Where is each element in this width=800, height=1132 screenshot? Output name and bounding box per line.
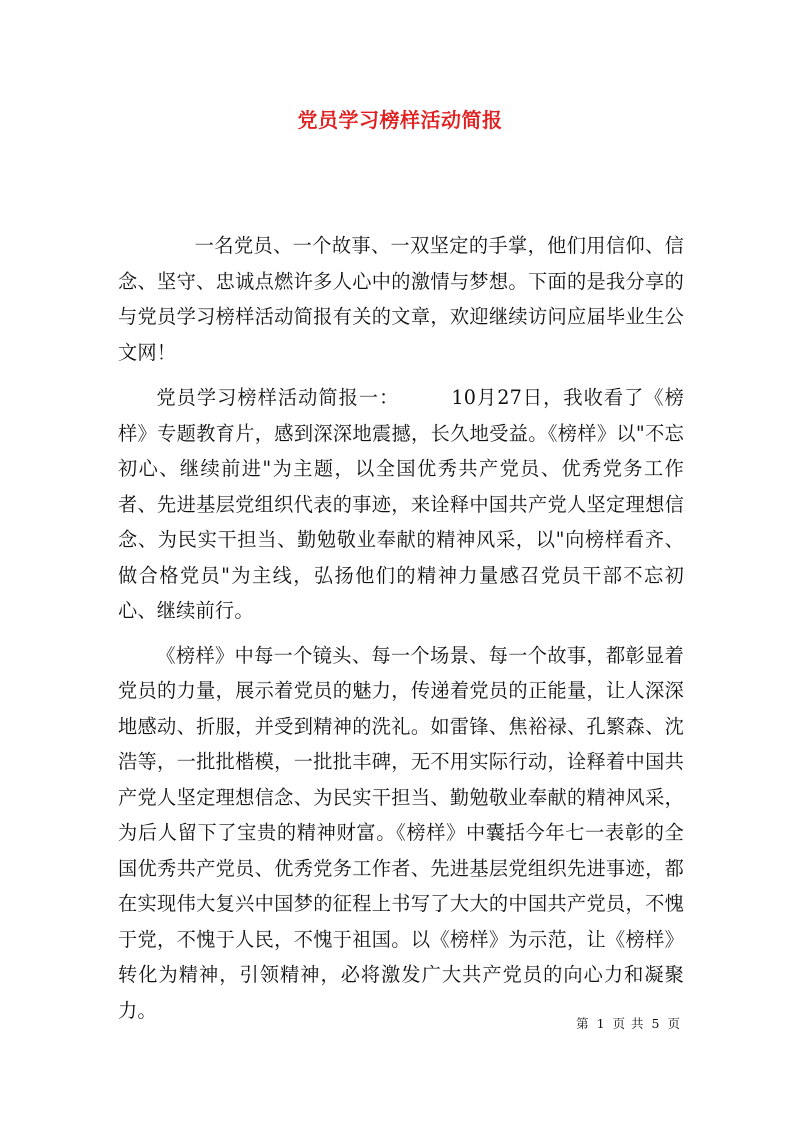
intro-paragraph-text: 一名党员、一个故事、一双坚定的手掌，他们用信仰、信念、坚守、忠诚点燃许多人心中的激情与梦想。下面的是我分享的与党员学习榜样活动简报有关的文章，欢迎继续访问应届毕业生公文网！ (118, 234, 684, 364)
page-current: 1 (596, 1016, 606, 1031)
role-model-paragraph-text: 《榜样》中每一个镜头、每一个场景、每一个故事，都彰显着党员的力量，展示着党员的魅力，传递着党员的正能量，让人深深地感动、折服，并受到精神的洗礼。如雷锋、焦裕禄、孔繁森、沈浩等，一批批楷模，一批批丰碑，无不用实际行动，诠释着中国共产党人坚定理想信念、为民实干担当、勤勉敬业奉献的精神风采，为后人留下了宝贵的精神财富。《榜样》中囊括今年七一表彰的全国优秀共产党员、优秀党务工作者、先进基层党组织先进事迹，都在实现伟大复兴中国梦的征程上书写了大大的中国共产党员，不愧于党，不愧于人民，不愧于祖国。以《榜样》为示范，让《榜样》转化为精神，引领精神，必将激发广大共产党员的向心力和凝聚力。 (118, 643, 684, 1022)
briefing-one-text: 10月27日，我收看了《榜样》专题教育片，感到深深地震撼，长久地受益。《榜样》以"不忘初心、继续前进"为主题，以全国优秀共产党员、优秀党务工作者、先进基层党组织代表的事迹，来诠释中国共产党人坚定理想信念、为民实干担当、勤勉敬业奉献的精神风采，以"向榜样看齐、做合格党员"为主线，弘扬他们的精神力量感召党员干部不忘初心、继续前行。 (118, 386, 684, 622)
briefing-one-heading: 党员学习榜样活动简报一： (156, 386, 400, 409)
role-model-paragraph (118, 638, 684, 1029)
page-total: 5 (651, 1016, 661, 1031)
briefing-one-paragraph (118, 380, 684, 629)
document-body (118, 228, 684, 1037)
page-mid: 页 共 (612, 1016, 645, 1031)
intro-paragraph (118, 228, 684, 370)
page-number (575, 1014, 682, 1032)
document-title: 党员学习榜样活动简报 (297, 108, 503, 132)
page-suffix: 页 (667, 1016, 681, 1031)
page-prefix: 第 (576, 1016, 590, 1031)
